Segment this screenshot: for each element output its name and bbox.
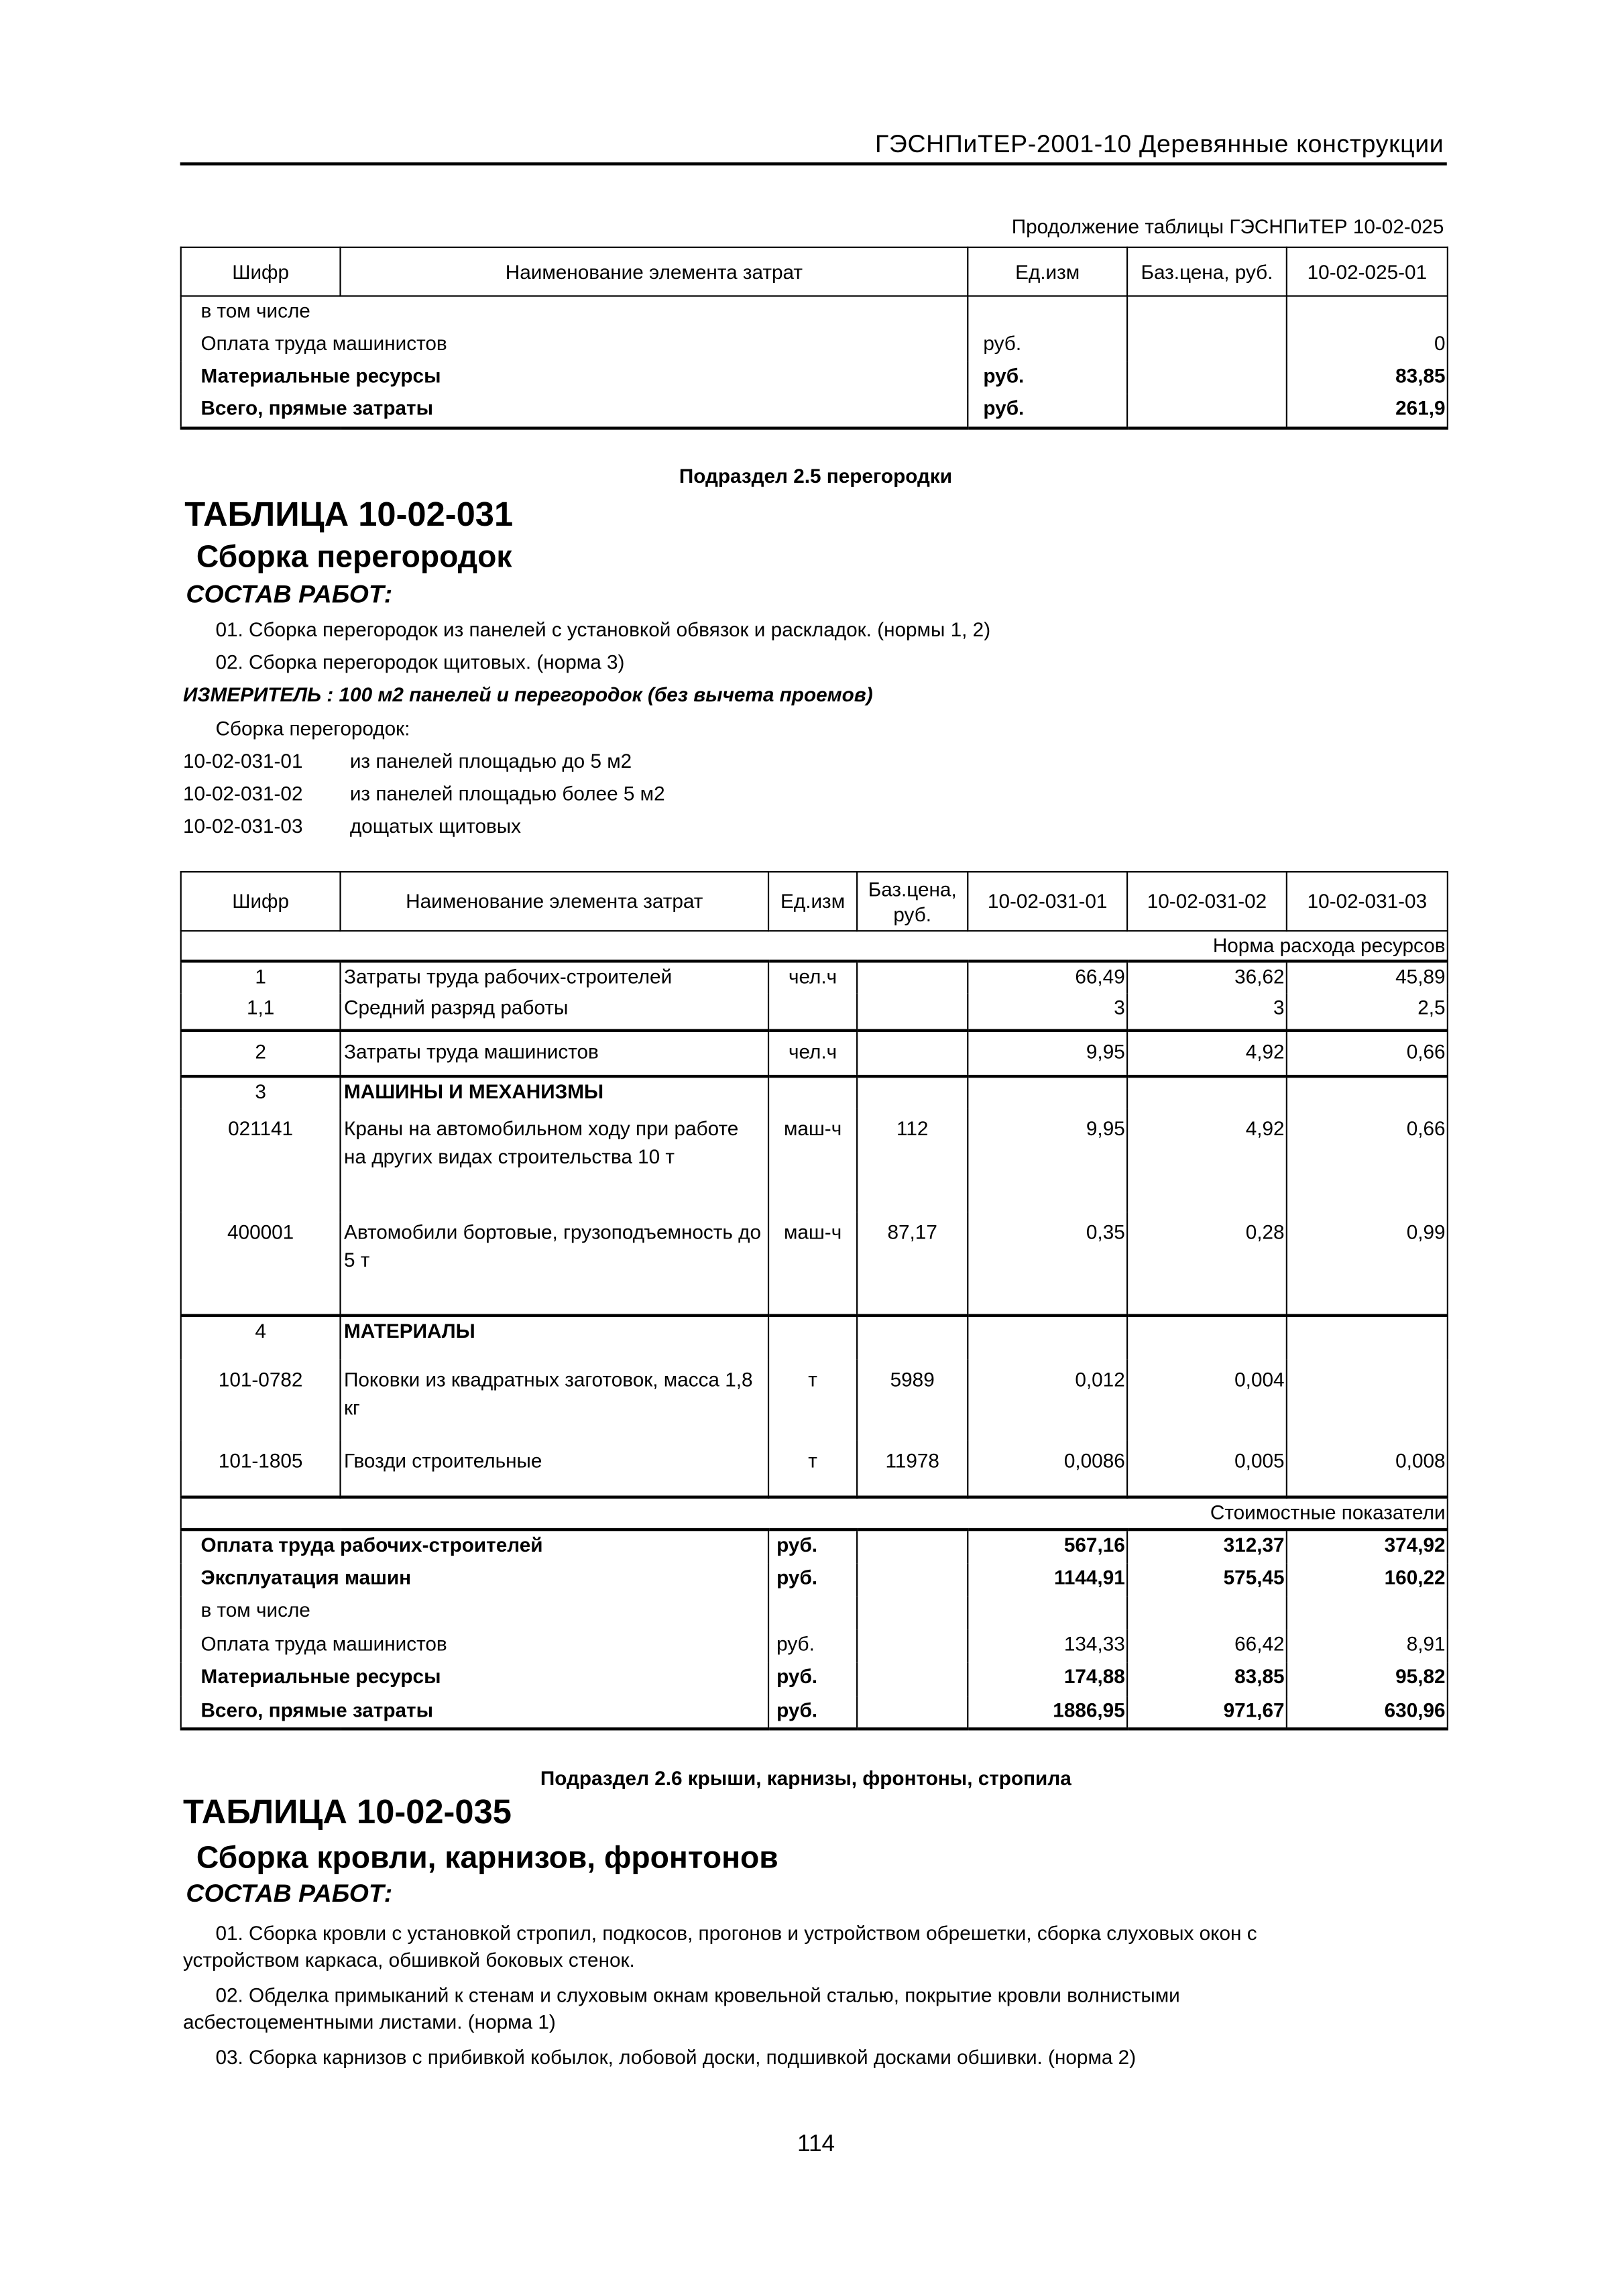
cost-value: 95,82	[1287, 1662, 1448, 1696]
cost-name: Оплата труда машинистов	[181, 1629, 768, 1663]
row-name: МАТЕРИАЛЫ	[341, 1316, 769, 1360]
row-value: 0,004	[1127, 1360, 1287, 1441]
row-value: 0,005	[1127, 1441, 1287, 1497]
work-composition-label: СОСТАВ РАБОТ:	[186, 1879, 393, 1908]
cost-name: в том числе	[181, 1596, 768, 1629]
table-row	[181, 1441, 1448, 1497]
row-code: 4	[181, 1316, 341, 1360]
row-code: 1	[181, 961, 341, 993]
cost-value	[968, 1596, 1127, 1629]
continuation-caption: Продолжение таблицы ГЭСНПиТЕР 10-02-025	[1011, 215, 1444, 238]
row-unit: чел.ч	[768, 1031, 857, 1076]
cost-value: 174,88	[968, 1662, 1127, 1696]
cost-row	[181, 1596, 1448, 1629]
subsection-heading: Подраздел 2.6 крыши, карнизы, фронтоны, стропила	[540, 1767, 1071, 1790]
subsection-heading: Подраздел 2.5 перегородки	[679, 465, 953, 487]
row-value: 0	[1287, 329, 1448, 361]
table-row	[181, 1031, 1448, 1076]
row-unit: руб.	[968, 361, 1127, 393]
col-header: Наименование элемента затрат	[341, 872, 769, 931]
cost-price	[857, 1696, 968, 1729]
col-header: Ед.изм	[968, 247, 1127, 296]
row-value: 83,85	[1287, 361, 1448, 393]
cost-row	[181, 1662, 1448, 1696]
cost-price	[857, 1530, 968, 1563]
work-item: 01. Сборка перегородок из панелей с установкой обвязок и раскладок. (нормы 1, 2)	[215, 618, 991, 641]
col-header: 10-02-031-02	[1127, 872, 1287, 931]
cost-value: 312,37	[1127, 1530, 1287, 1563]
row-name: Всего, прямые затраты	[181, 394, 968, 428]
row-price	[857, 994, 968, 1031]
row-value: 4,92	[1127, 1031, 1287, 1076]
row-value: 2,5	[1287, 994, 1448, 1031]
row-value: 9,95	[968, 1109, 1127, 1212]
col-header: Наименование элемента затрат	[341, 247, 968, 296]
table-row	[181, 1109, 1448, 1212]
cost-value: 575,45	[1127, 1563, 1287, 1597]
cost-price	[857, 1563, 968, 1597]
row-price	[857, 1076, 968, 1108]
row-code: 1,1	[181, 994, 341, 1031]
row-value: 0,99	[1287, 1212, 1448, 1316]
row-value	[1127, 1076, 1287, 1108]
row-name: Оплата труда машинистов	[181, 329, 968, 361]
row-name: Поковки из квадратных заготовок, масса 1,8 кг	[341, 1360, 769, 1441]
row-price	[857, 1316, 968, 1360]
row-unit: чел.ч	[768, 961, 857, 993]
row-unit	[768, 1316, 857, 1360]
table-row	[181, 1212, 1448, 1316]
row-value: 261,9	[1287, 394, 1448, 428]
row-code: 101-1805	[181, 1441, 341, 1497]
row-price: 87,17	[857, 1212, 968, 1316]
row-value: 3	[1127, 994, 1287, 1031]
cost-value: 8,91	[1287, 1629, 1448, 1663]
work-item-cont: асбестоцементными листами. (норма 1)	[183, 2010, 556, 2033]
cost-value: 134,33	[968, 1629, 1127, 1663]
cost-name: Всего, прямые затраты	[181, 1696, 768, 1729]
row-value: 0,66	[1287, 1031, 1448, 1076]
cost-row	[181, 1629, 1448, 1663]
cost-value: 567,16	[968, 1530, 1127, 1563]
cost-unit	[768, 1596, 857, 1629]
row-name: Затраты труда машинистов	[341, 1031, 769, 1076]
cost-price	[857, 1596, 968, 1629]
col-header: 10-02-025-01	[1287, 247, 1448, 296]
table-id: ТАБЛИЦА 10-02-035	[183, 1792, 512, 1831]
row-price: 5989	[857, 1360, 968, 1441]
norm-text: из панелей площадью более 5 м2	[349, 782, 665, 805]
row-unit: маш-ч	[768, 1109, 857, 1212]
cost-unit: руб.	[768, 1530, 857, 1563]
cost-unit: руб.	[768, 1662, 857, 1696]
row-value	[1287, 1316, 1448, 1360]
work-item-cont: устройством каркаса, обшивкой боковых стенок.	[183, 1949, 635, 1971]
row-code: 400001	[181, 1212, 341, 1316]
cost-name: Оплата труда рабочих-строителей	[181, 1530, 768, 1563]
continuation-table	[180, 247, 1448, 429]
row-value: 0,66	[1287, 1109, 1448, 1212]
row-value	[1287, 1076, 1448, 1108]
norma-label: Норма расхода ресурсов	[181, 931, 1448, 961]
row-price	[857, 961, 968, 993]
cost-row	[181, 1563, 1448, 1597]
row-name: Затраты труда рабочих-строителей	[341, 961, 769, 993]
table-row	[181, 1360, 1448, 1441]
cost-row	[181, 1530, 1448, 1563]
row-value	[1287, 1360, 1448, 1441]
running-header: ГЭСНПиТЕР-2001-10 Деревянные конструкции	[874, 129, 1444, 158]
section-title: Сборка перегородок	[196, 540, 512, 575]
row-name: в том числе	[181, 296, 968, 328]
cost-value: 66,42	[1127, 1629, 1287, 1663]
work-composition-label: СОСТАВ РАБОТ:	[186, 580, 393, 609]
norm-code: 10-02-031-03	[183, 815, 303, 838]
cost-name: Материальные ресурсы	[181, 1662, 768, 1696]
row-unit	[768, 994, 857, 1031]
row-name: МАШИНЫ И МЕХАНИЗМЫ	[341, 1076, 769, 1108]
row-price: 112	[857, 1109, 968, 1212]
work-item: 02. Обделка примыканий к стенам и слуховым окнам кровельной сталью, покрытие кровли волнистыми	[215, 1984, 1180, 2007]
page-number: 114	[797, 2132, 835, 2157]
row-unit: т	[768, 1360, 857, 1441]
row-unit: т	[768, 1441, 857, 1497]
cost-value: 83,85	[1127, 1662, 1287, 1696]
row-value: 0,35	[968, 1212, 1127, 1316]
header-rule	[180, 162, 1447, 164]
col-header: Баз.цена, руб.	[857, 872, 968, 931]
cost-unit: руб.	[768, 1563, 857, 1597]
col-header: Ед.изм	[768, 872, 857, 931]
cost-value	[1287, 1596, 1448, 1629]
cost-value	[1127, 1596, 1287, 1629]
row-value	[968, 1316, 1127, 1360]
row-value: 4,92	[1127, 1109, 1287, 1212]
row-name: Средний разряд работы	[341, 994, 769, 1031]
norm-code: 10-02-031-01	[183, 750, 303, 772]
row-value: 45,89	[1287, 961, 1448, 993]
row-unit	[768, 1076, 857, 1108]
row-code: 3	[181, 1076, 341, 1108]
cost-value: 971,67	[1127, 1696, 1287, 1729]
row-price	[857, 1031, 968, 1076]
row-name: Автомобили бортовые, грузоподъемность до 5 т	[341, 1212, 769, 1316]
row-name: Материальные ресурсы	[181, 361, 968, 393]
row-code: 101-0782	[181, 1360, 341, 1441]
cost-value: 1144,91	[968, 1563, 1127, 1597]
cost-unit: руб.	[768, 1629, 857, 1663]
cost-name: Эксплуатация машин	[181, 1563, 768, 1597]
work-item: 03. Сборка карнизов с прибивкой кобылок, лобовой доски, подшивкой досками обшивки. (норма 2)	[215, 2046, 1137, 2069]
table-row	[181, 994, 1448, 1031]
work-item: 02. Сборка перегородок щитовых. (норма 3)	[215, 650, 625, 674]
row-code: 2	[181, 1031, 341, 1076]
row-value: 9,95	[968, 1031, 1127, 1076]
cost-value: 630,96	[1287, 1696, 1448, 1729]
resource-table	[180, 871, 1448, 1730]
section-title: Сборка кровли, карнизов, фронтонов	[196, 1841, 778, 1876]
row-value	[1127, 1316, 1287, 1360]
row-value: 0,0086	[968, 1441, 1127, 1497]
table-row	[181, 1316, 1448, 1360]
row-value	[968, 1076, 1127, 1108]
col-header: Шифр	[181, 872, 341, 931]
row-unit: руб.	[968, 329, 1127, 361]
row-value: 66,49	[968, 961, 1127, 993]
col-header: 10-02-031-03	[1287, 872, 1448, 931]
meter: ИЗМЕРИТЕЛЬ : 100 м2 панелей и перегородок (без вычета проемов)	[183, 683, 873, 706]
row-value: 0,012	[968, 1360, 1127, 1441]
norm-text: дощатых щитовых	[349, 815, 522, 838]
row-unit: руб.	[968, 394, 1127, 428]
cost-value: 1886,95	[968, 1696, 1127, 1729]
row-value: 3	[968, 994, 1127, 1031]
row-value: 0,008	[1287, 1441, 1448, 1497]
cost-unit: руб.	[768, 1696, 857, 1729]
cost-label: Стоимостные показатели	[181, 1497, 1448, 1530]
row-value: 0,28	[1127, 1212, 1287, 1316]
cost-price	[857, 1662, 968, 1696]
cost-row	[181, 1696, 1448, 1729]
cost-value: 374,92	[1287, 1530, 1448, 1563]
row-value: 36,62	[1127, 961, 1287, 993]
col-header: Баз.цена, руб.	[1127, 247, 1287, 296]
row-name: Гвозди строительные	[341, 1441, 769, 1497]
row-name: Краны на автомобильном ходу при работе на других видах строительства 10 т	[341, 1109, 769, 1212]
work-item: 01. Сборка кровли с установкой стропил, подкосов, прогонов и устройством обрешетки, сборка слуховых окон с	[215, 1922, 1257, 1945]
cost-value: 160,22	[1287, 1563, 1448, 1597]
row-price: 11978	[857, 1441, 968, 1497]
table-id: ТАБЛИЦА 10-02-031	[184, 494, 514, 533]
col-header: Шифр	[181, 247, 341, 296]
cost-price	[857, 1629, 968, 1663]
col-header: 10-02-031-01	[968, 872, 1127, 931]
norm-text: из панелей площадью до 5 м2	[349, 750, 632, 772]
table-row	[181, 1076, 1448, 1108]
row-unit: маш-ч	[768, 1212, 857, 1316]
norm-code: 10-02-031-02	[183, 782, 303, 805]
norms-intro: Сборка перегородок:	[215, 718, 410, 740]
row-code: 021141	[181, 1109, 341, 1212]
table-row	[181, 961, 1448, 993]
